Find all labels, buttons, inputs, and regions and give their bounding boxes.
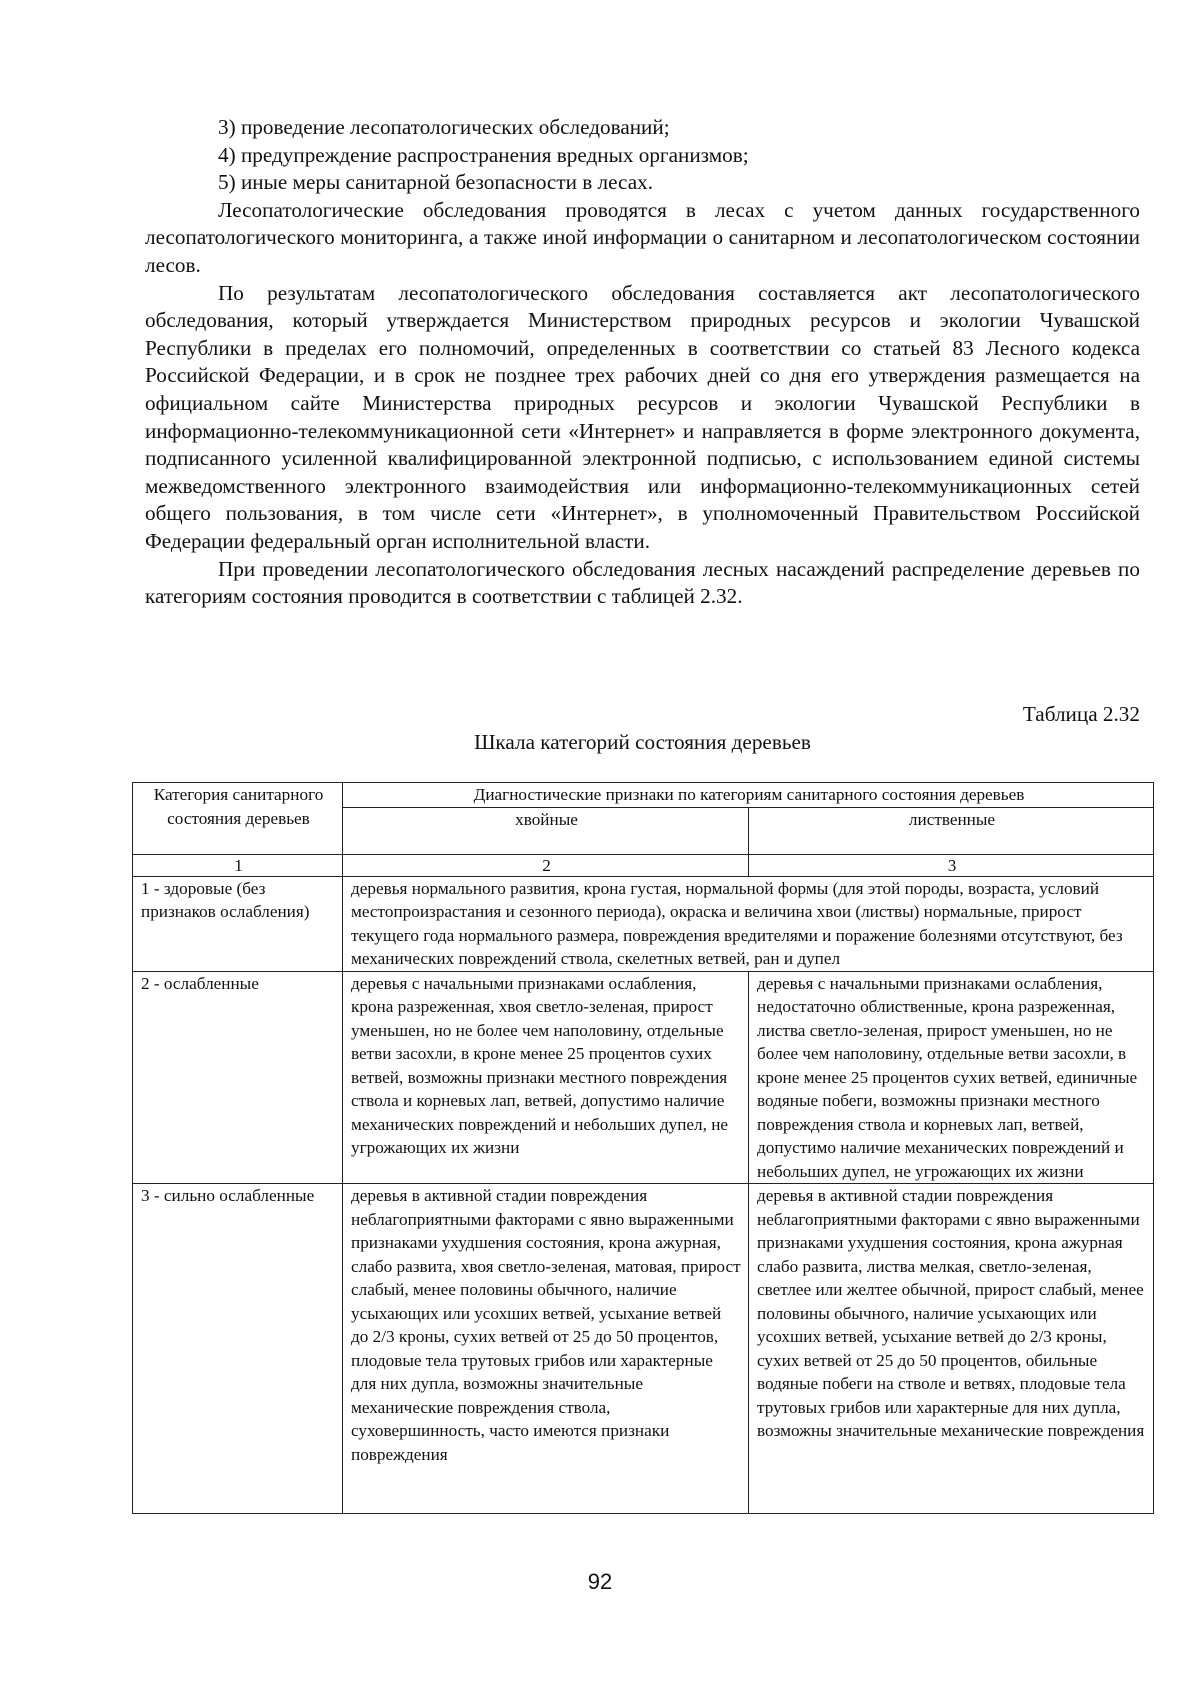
category-cell — [133, 1184, 343, 1514]
common-description-cell: деревья нормального развития, крона густая, нормальной формы (для этой породы, возраста, условий местопроизрастания и сезонного периода), окраска и величина хвои (листвы) нормальные, прирост текущего года нормального размера, повреждения вредителями и поражение болезнями отсутствуют, без механических повреждений ствола, скелетных ветвей, ран и дупел — [343, 876, 1154, 971]
category-cell: 1 - здоровые (без признаков ослабления) — [133, 876, 343, 971]
paragraph: Лесопатологические обследования проводятся в лесах с учетом данных государственного лесопатологического мониторинга, а также иной информации о санитарном и лесопатологическом состоянии лесов. — [145, 197, 1140, 277]
conifers-cell — [343, 1184, 749, 1514]
deciduous-cell — [749, 1184, 1154, 1514]
header-conifers: хвойные — [343, 807, 749, 854]
conifers-text: деревья в активной стадии повреждения неблагоприятными факторами с явно выраженными признаками ухудшения состояния, крона ажурная, слабо развита, хвоя светло-зеленая, матовая, прирост слабый, менее половины обычного, наличие усыхающих или усохших ветвей, усыхание ветвей до 2/3 кроны, сухих ветвей от 25 до 50 процентов, плодовые тела трутовых грибов или характерные для них дупла, возможны значительные механические повреждения ствола, суховершинность, часто имеются признаки повреждения — [351, 1186, 741, 1464]
paragraph: По результатам лесопатологического обследования составляется акт лесопатологического обследования, который утверждается Министерством природных ресурсов и экологии Чувашской Республики в пределах его полномочий, определенных в соответствии со статьей 83 Лесного кодекса Российской Федерации, и в срок не позднее трех рабочих дней со дня его утверждения размещается на официальном сайте Министерства природных ресурсов и экологии Чувашской Республики в информационно-телекоммуникационной сети «Интернет» и направляется в форме электронного документа, подписанного усиленной квалифицированной электронной подписью, с использованием единой системы межведомственного электронного взаимодействия или информационно-телекоммуникационных сетей общего пользования, в том числе сети «Интернет», в уполномоченный Правительством Российской Федерации федеральный орган исполнительной власти. — [145, 280, 1140, 553]
table-row — [133, 1184, 1154, 1514]
list-item: 4) предупреждение распространения вредных организмов; — [218, 142, 749, 167]
column-number: 3 — [749, 854, 1154, 876]
category-text: 3 - сильно ослабленные — [141, 1186, 315, 1205]
category-cell: 2 - ослабленные — [133, 971, 343, 1184]
table-title: Шкала категорий состояния деревьев — [474, 730, 811, 754]
header-deciduous: лиственные — [749, 807, 1154, 854]
column-number: 2 — [343, 854, 749, 876]
header-diagnostic: Диагностические признаки по категориям санитарного состояния деревьев — [343, 783, 1154, 808]
table-label: Таблица 2.32 — [1022, 702, 1140, 726]
body-text — [145, 114, 1140, 611]
list-item: 5) иные меры санитарной безопасности в лесах. — [218, 170, 653, 195]
column-number-row — [133, 854, 1154, 876]
list-item: 3) проведение лесопатологических обследований; — [218, 115, 670, 139]
column-number: 1 — [133, 854, 343, 876]
table-row — [133, 971, 1154, 1184]
table-row — [133, 876, 1154, 971]
table-header-row — [133, 783, 1154, 808]
header-category: Категория санитарного состояния деревьев — [133, 783, 343, 855]
paragraph: При проведении лесопатологического обследования лесных насаждений распределение деревьев по категориям состояния проводится в соответствии с таблицей 2.32. — [145, 556, 1140, 609]
deciduous-cell: деревья с начальными признаками ослабления, недостаточно облиственные, крона разреженная, листва светло-зеленая, прирост уменьшен, но не более чем наполовину, отдельные ветви засохли, в кроне менее 25 процентов сухих ветвей, единичные водяные побеги, возможны признаки местного повреждения ствола и корневых лап, ветвей, допустимо наличие механических повреждений и небольших дупел, не угрожающих их жизни — [749, 971, 1154, 1184]
conifers-cell: деревья с начальными признаками ослабления, крона разреженная, хвоя светло-зеленая, прирост уменьшен, но не более чем наполовину, отдельные ветви засохли, в кроне менее 25 процентов сухих ветвей, возможны признаки местного повреждения ствола и корневых лап, ветвей, допустимо наличие механических повреждений и небольших дупел, не угрожающих их жизни — [343, 971, 749, 1184]
deciduous-text: деревья в активной стадии повреждения неблагоприятными факторами с явно выраженными признаками ухудшения состояния, крона ажурная слабо развита, листва мелкая, светло-зеленая, светлее или желтее обычной, прирост слабый, менее половины обычного, наличие усыхающих или усохших ветвей, усыхание ветвей до 2/3 кроны, сухих ветвей от 25 до 50 процентов, обильные водяные побеги на стволе и ветвях, плодовые тела трутовых грибов или характерные для них дупла, возможны значительные механические повреждения — [757, 1186, 1145, 1440]
tree-condition-table — [132, 782, 1154, 1514]
page-number: 92 — [587, 1569, 613, 1594]
